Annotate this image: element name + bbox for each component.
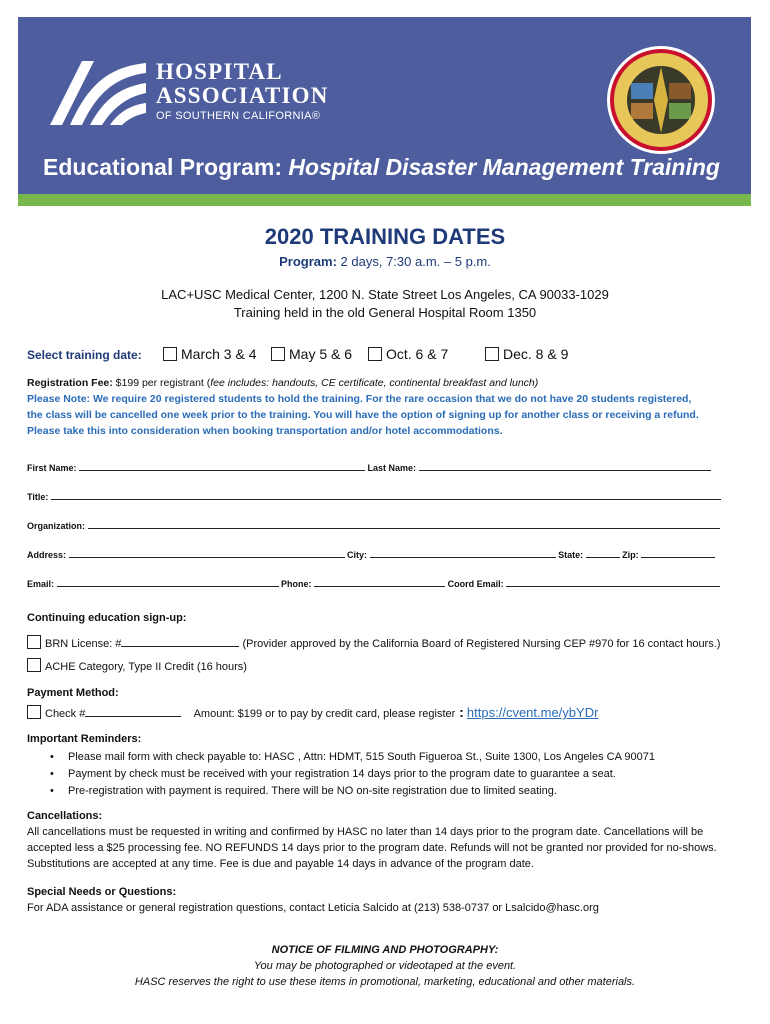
- state-label: State:: [558, 550, 584, 560]
- date-label: Oct. 6 & 7: [386, 346, 449, 362]
- brn-label: BRN License: #: [45, 638, 122, 650]
- ache-checkbox[interactable]: [27, 658, 41, 672]
- logo-line-3: OF SOUTHERN CALIFORNIA®: [156, 110, 321, 122]
- payment-row: [27, 704, 598, 720]
- list-item: • Pre-registration with payment is required. There will be NO on-site registration due to limited seating.: [54, 783, 655, 800]
- fee-includes: fee includes: handouts, CE certificate, continental breakfast and lunch): [210, 377, 539, 389]
- brn-number-field[interactable]: [121, 637, 239, 647]
- title-row: [27, 490, 721, 502]
- reminders-list: [54, 749, 655, 800]
- venue-room: Training held in the old General Hospital Room 1350: [233, 305, 537, 320]
- first-name-label: First Name:: [27, 463, 77, 473]
- list-item: • Please mail form with check payable to: HASC , Attn: HDMT, 515 South Figueroa St., Suite 1300, Los Angeles CA 90071: [54, 749, 655, 766]
- cancellations-line-3: Substitutions are accepted at any time. Fee is due and payable 14 days in advance of the program date.: [27, 858, 534, 870]
- program-value: 2 days, 7:30 a.m. – 5 p.m.: [336, 254, 491, 269]
- list-item: • Payment by check must be received with your registration 14 days prior to the program date to guarantee a seat.: [54, 766, 655, 783]
- title-field[interactable]: [51, 490, 721, 500]
- payment-colon: :: [455, 704, 464, 720]
- check-checkbox[interactable]: [27, 705, 41, 719]
- notice-line-2: HASC reserves the right to use these items in promotional, marketing, educational and other materials.: [134, 976, 636, 988]
- fee-amount: $199 per registrant (: [112, 377, 211, 389]
- last-name-label: Last Name:: [367, 463, 417, 473]
- venue-address: LAC+USC Medical Center, 1200 N. State Street Los Angeles, CA 90033-1029: [161, 287, 609, 302]
- check-label: Check #: [45, 708, 86, 720]
- ache-label: ACHE Category, Type II Credit (16 hours): [45, 661, 247, 673]
- notice-heading: NOTICE OF FILMING AND PHOTOGRAPHY:: [271, 944, 499, 956]
- date-option-may[interactable]: [271, 346, 352, 362]
- program-duration: [0, 254, 770, 269]
- logo-line-2: ASSOCIATION: [156, 83, 329, 108]
- state-field[interactable]: [586, 548, 620, 558]
- brn-row: [27, 635, 720, 650]
- program-title: [43, 154, 720, 181]
- email-label: Email:: [27, 579, 55, 589]
- checkbox[interactable]: [163, 347, 177, 361]
- organization-field[interactable]: [88, 519, 720, 529]
- program-title-prefix: Educational Program:: [43, 154, 282, 180]
- address-field[interactable]: [69, 548, 345, 558]
- checkbox[interactable]: [271, 347, 285, 361]
- hasc-logo-icon: [48, 55, 148, 127]
- checkbox[interactable]: [485, 347, 499, 361]
- reminders-heading: Important Reminders:: [27, 733, 142, 745]
- address-label: Address:: [27, 550, 67, 560]
- notice-line-1: You may be photographed or videotaped at the event.: [253, 960, 517, 972]
- payment-heading: Payment Method:: [27, 687, 119, 699]
- coord-email-field[interactable]: [506, 577, 720, 587]
- email-row: [27, 577, 720, 589]
- select-date-label: Select training date:: [27, 348, 142, 362]
- checkbox[interactable]: [368, 347, 382, 361]
- date-option-oct[interactable]: [368, 346, 448, 362]
- zip-field[interactable]: [641, 548, 715, 558]
- address-row: [27, 548, 715, 560]
- special-needs-heading: Special Needs or Questions:: [27, 886, 177, 898]
- program-title-name: Hospital Disaster Management Training: [288, 154, 720, 180]
- first-name-field[interactable]: [79, 461, 365, 471]
- date-label: Dec. 8 & 9: [503, 346, 569, 362]
- brn-note: (Provider approved by the California Board of Registered Nursing CEP #970 for 16 contact hours.): [242, 638, 721, 650]
- email-field[interactable]: [57, 577, 279, 587]
- date-option-dec[interactable]: [485, 346, 568, 362]
- fee-note-line-3: Please take this into consideration when booking transportation and/or hotel accommodations.: [27, 425, 503, 437]
- training-dates-title: 2020 TRAINING DATES: [264, 224, 506, 249]
- fee-note-line-2: the class will be cancelled one week prior to the training. You will have the option of signing up for another class or receiving a refund.: [27, 409, 699, 421]
- cancellations-line-1: All cancellations must be requested in writing and confirmed by HASC no later than 14 days prior to the program date. Cancellations will be: [27, 826, 704, 838]
- logo-wordmark: [156, 60, 329, 122]
- phone-field[interactable]: [314, 577, 445, 587]
- date-option-march[interactable]: [163, 346, 256, 362]
- organization-row: [27, 519, 720, 531]
- fee-note-line-1: Please Note: We require 20 registered students to hold the training. For the rare occasion that we do not have 20 students registered,: [27, 393, 692, 405]
- city-field[interactable]: [370, 548, 556, 558]
- accent-bar: [18, 194, 751, 206]
- first-name-row: [27, 461, 711, 473]
- organization-label: Organization:: [27, 521, 85, 531]
- special-needs-text: For ADA assistance or general registration questions, contact Leticia Salcido at (213) 538-0737 or Lsalcido@hasc.org: [27, 902, 599, 914]
- county-seal-icon: [606, 45, 716, 155]
- brn-checkbox[interactable]: [27, 635, 41, 649]
- registration-link[interactable]: https://cvent.me/ybYDr: [466, 705, 599, 720]
- coord-email-label: Coord Email:: [447, 579, 504, 589]
- zip-label: Zip:: [622, 550, 639, 560]
- phone-label: Phone:: [281, 579, 312, 589]
- amount-text: Amount: $199 or to pay by credit card, please register: [193, 708, 456, 720]
- city-label: City:: [347, 550, 368, 560]
- cancellations-line-2: accepted less a $25 processing fee. NO REFUNDS 14 days prior to the program date. Refunds will not be granted nor provided for no-shows.: [27, 842, 717, 854]
- date-label: March 3 & 4: [181, 346, 257, 362]
- ache-row: [27, 658, 247, 673]
- fee-label: Registration Fee:: [27, 377, 113, 389]
- program-label: Program:: [279, 254, 337, 269]
- last-name-field[interactable]: [419, 461, 711, 471]
- ce-heading: Continuing education sign-up:: [27, 612, 187, 624]
- check-number-field[interactable]: [85, 707, 181, 717]
- cancellations-heading: Cancellations:: [27, 810, 103, 822]
- logo-line-1: HOSPITAL: [156, 59, 283, 84]
- title-label: Title:: [27, 492, 49, 502]
- date-label: May 5 & 6: [289, 346, 353, 362]
- registration-fee: [27, 377, 538, 389]
